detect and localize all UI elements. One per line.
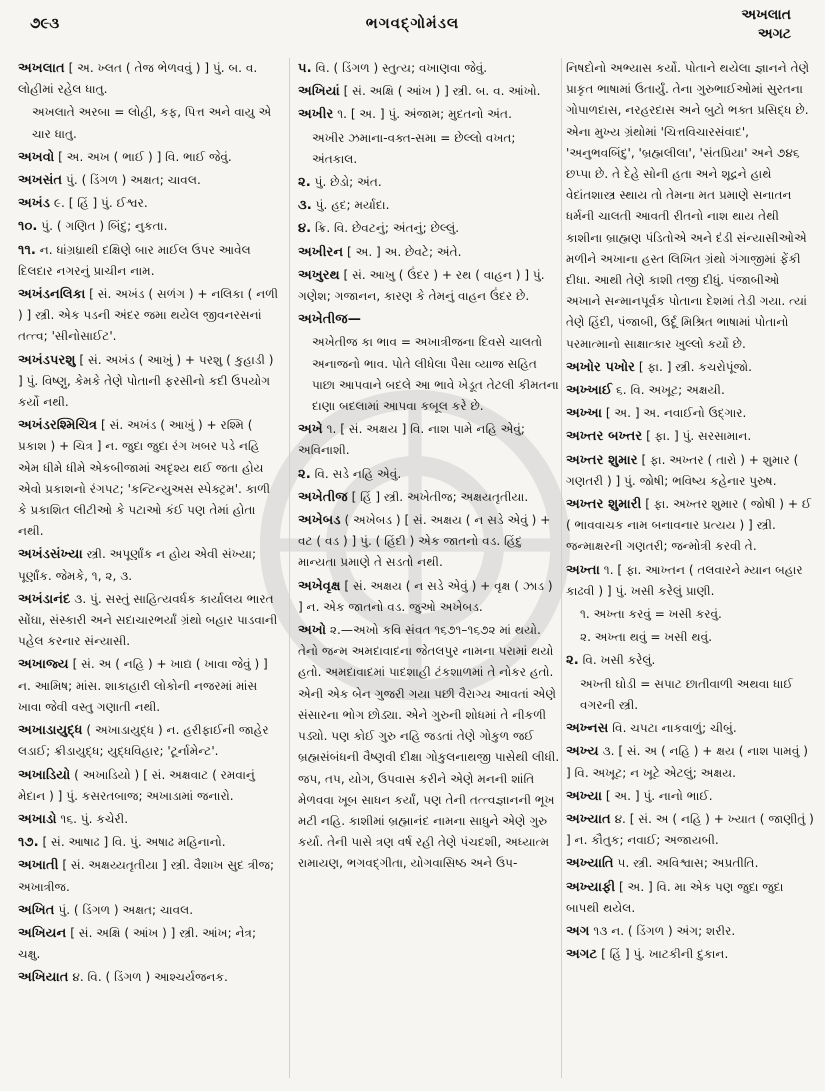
entry-definition: ( અખેબડ ) [ સં. અક્ષય ( ન સડે એવું ) + વટ ( વડ ) ] પું. ( હિંદી ) એક જાતનો વડ. હિંદુ માન્યતા પ્રમાણે તે સડતો નથી. (298, 513, 551, 570)
entry-definition: ( અખાડાયુદ્ધ ) ન. હરીફાઈની જાહેર લડાઈ; ક્રીડાયુદ્ધ; યુદ્ધવિહાર; 'ટૂર્નામેન્ટ'. (18, 723, 269, 759)
dictionary-entry (18, 102, 280, 144)
entry-definition: વિ. સડે નહિ એવું. (314, 466, 402, 481)
entry-definition: [ હિં ] પું. ખાટકીની દુકાન. (601, 947, 729, 962)
entry-definition: [ સં. આષાઢ ] વિ. પું. અષાઢ મહિનાનો. (42, 835, 226, 850)
entry-headword: અખંડસંખ્યા (18, 547, 83, 563)
dictionary-entry (18, 58, 280, 100)
entry-definition: ૧. [ ફા. આખ્તન ( તલવારને મ્યાન બહાર કાઢવી ) ] પું. ખસી કરેલું પ્રાણી. (566, 562, 803, 598)
dictionary-entry (566, 741, 814, 783)
entry-headword: અખંડરશ્મિચિત્ર (18, 418, 98, 434)
dictionary-entry (298, 620, 560, 874)
dictionary-entry (298, 576, 560, 618)
entry-definition: [ ફા. ] સ્ત્રી. કચરોપૂંજો. (638, 359, 752, 374)
entry-headword: અખંડ (18, 196, 50, 212)
dictionary-entry (298, 81, 560, 102)
dictionary-entry (298, 265, 560, 307)
entry-headword: અખ્નસ (566, 721, 609, 737)
entry-headword: ૨. (298, 466, 311, 482)
entry-headword: અગટ (566, 947, 598, 963)
dictionary-entry (566, 494, 814, 558)
dictionary-entry (298, 487, 560, 508)
entry-definition: ૬. વિ. અખૂટ; અક્ષયી. (616, 383, 725, 398)
dictionary-entry (298, 218, 560, 239)
entry-headword: અખિત (18, 902, 55, 918)
dictionary-entry (566, 450, 814, 492)
entry-definition: [ અ. ] અ. છેવટે; અંતે. (347, 244, 462, 259)
dictionary-entry (18, 720, 280, 762)
entry-definition: નિષદોનો અભ્યાસ કર્યો. પોતાને થયેલા જ્ઞાનને તેણે પ્રાકૃત ભાષામાં ઉતાર્યું. તેના ગુરુભાઈઓમાં સુરતના ગોપાળદાસ, નરહરદાસ અને બુટો ભક્ત પ્રસિદ્ધ છે. એના મુખ્ય ગ્રંથોમાં 'ચિત્તવિચારસંવાદ', 'અનુભવબિંદુ', 'બ્રહ્મલીલા', 'સંતપ્રિયા' અને ૭૪૬ છપ્પા છે. તે દેહે સોની હતા અને શૂદ્રને હાથે વેદાંતશાસ્ત્ર સ્થાય તો તેમના મત પ્રમાણે સનાતન ધર્મની ચાલતી આવતી રીતનો નાશ થાય તેથી કાશીના બ્રાહ્મણ પંડિતોએ અને દંડી સંન્યાસીઓએ મળીને અખાના હસ્ત લિખિત ગ્રંથો ગંગાજીમાં ફેંકી દીધા. આથી તેણે કાશી તજી દીધું. પંજાબીઓ અખાને સન્માનપૂર્વક પોતાના દેશમાં તેડી ગયા. ત્યાં તેણે હિંદી, પંજાબી, ઉર્દૂ મિશ્રિત ભાષામાં પોતાનો પરમાત્માનો સાક્ષાત્કાર ખુલ્લો કર્યો છે. (566, 61, 810, 351)
entry-definition: અખલાતે અરબા = લોહી, કફ, પિત્ત અને વાયુ એ ચાર ધાતુ. (32, 105, 272, 141)
entry-headword: અખ્તર શુમારી (566, 497, 642, 513)
entry-definition: ૧૩ ન. ( ડિંગળ ) અંગ; શરીર. (593, 923, 736, 938)
entry-definition: [ અ. ખ્લત ( તેજ ભેળવવું ) ] પું. બ. વ. લોહીમાં રહેલ ધાતુ. (18, 61, 258, 97)
entry-definition: [ સં. અક્ષય ( ન સડે એવું ) + વૃક્ષ ( ઝાડ ) ] ન. એક જાતનો વડ. જુઓ અખેબડ. (298, 578, 553, 614)
entry-headword: અખાડાયુદ્ધ (18, 723, 83, 739)
entry-headword: અખાડિયો (18, 767, 71, 783)
entry-headword: અખેબડ (298, 513, 341, 529)
entry-definition: ૨. અખ્તા થવું = ખસી થવું. (580, 630, 713, 645)
entry-definition: ૨.—અખો કવિ સંવત ૧૬૭૧–૧૬૭૨ માં થયો. તેનો જન્મ અમદાવાદના જેતલપુર નામના પરામાં થયો હતો. અમદાવાદમાં પાદશાહી ટંકશાળમાં તે નોકર હતો. એની એક બેન ગુજરી ગયા પછી વૈરાગ્ય આવતાં એણે સંસારના ભોગ છોડ્યા. એને ગુરુની શોધમાં તે નીકળી પડ્યો. પણ કોઈ ગુરુ નહિ જડતાં તેણે ગોકુળ જઈ બ્રહ્મસંબંધની વૈષ્ણવી દીક્ષા ગોકુલનાથજી પાસેથી લીધી. જપ, તપ, યોગ, ઉપવાસ કરીને એણે મનની શાંતિ મેળવવા ખૂબ સાધન કર્યાં, પણ તેની તત્ત્વજ્ઞાનની ભૂખ મટી નહિ. કાશીમાં બ્રહ્માનંદ નામના સાધુને એણે ગુરુ કર્યા. તેની પાસે ત્રણ વર્ષ રહી તેણે પંચદશી, અધ્યાત્મ રામાયણ, ભગવદ્ગીતા, યોગવાસિષ્ઠ અને ઉપ- (298, 623, 560, 871)
dictionary-entry (566, 718, 814, 739)
dictionary-entry (566, 674, 814, 716)
entry-definition: ૫. સ્ત્રી. અવિશ્વાસ; અપ્રતીતિ. (617, 856, 759, 871)
dictionary-entry (18, 216, 280, 237)
page-title: ભગવદ્ગોમંડલ (365, 14, 460, 32)
entry-headword: અખીરન (298, 244, 344, 260)
entry-definition: અખ્તી ઘોડી = સપાટ છાતીવાળી અથવા ધાઈ વગરની સ્ત્રી. (580, 676, 793, 712)
entry-headword: અખાતી (18, 858, 59, 874)
entry-headword: અખીર (298, 107, 334, 123)
dictionary-entry (298, 104, 560, 125)
dictionary-entry (18, 240, 280, 282)
entry-headword: અખંડપરશુ (18, 352, 76, 368)
entry-headword: અખવો (18, 149, 55, 165)
dictionary-entry (566, 650, 814, 671)
column-1 (18, 58, 280, 1083)
dictionary-entry (566, 380, 814, 401)
entry-headword: અખો (298, 623, 327, 639)
entry-definition: [ સં. અખંડ ( આખું ) + પરશુ ( કુહાડી ) ] પું. વિષ્ણુ, કેમકે તેણે પોતાની ફરસીનો કદી ઉપયોગ કર્યો નથી. (18, 352, 274, 410)
dictionary-entry (18, 170, 280, 191)
dictionary-entry (298, 172, 560, 193)
entry-headword: અખલાત (18, 61, 65, 76)
column-3 (566, 58, 814, 1083)
entry-definition: ( અખાડિયો ) [ સં. અક્ષવાટ ( રમવાનું મેદાન ) ] પું. કસરતબાજ; અખાડામાં જનારો. (18, 767, 255, 803)
dictionary-entry (566, 560, 814, 602)
entry-headword: અખેતીજ (298, 489, 348, 505)
dictionary-entry (298, 242, 560, 263)
dictionary-entry (566, 426, 814, 447)
dictionary-entry (298, 419, 560, 461)
entry-definition: ન. ધાંગ્રધ્રાથી દક્ષિણે બાર માઈલ ઉપર આવેલ દિલદાર નગરનું પ્રાચીન નામ. (18, 242, 251, 278)
entry-headword: અખ્તર બખ્તર (566, 429, 643, 445)
dictionary-entry (566, 853, 814, 874)
dictionary-entry (18, 765, 280, 807)
entry-definition: ૧. [ સં. અક્ષય ] વિ. નાશ પામે નહિ એવું; અવિનાશી. (298, 422, 525, 458)
entry-headword: અખ્તા (566, 562, 600, 578)
entry-headword: અખે (298, 422, 323, 438)
dictionary-entry (18, 350, 280, 414)
dictionary-entry (298, 464, 560, 485)
guide-word-first: અખલાત (741, 7, 791, 23)
entry-definition: ૧૬. પું. કચેરી. (60, 811, 129, 826)
page-header (0, 0, 825, 46)
dictionary-entry (566, 357, 814, 378)
entry-definition: ૩. પું. સસ્તું સાહિત્યવર્ધક કાર્યાલય ભારત સોંઘા, સંસ્કારી અને સદાચારભર્યાં ગ્રંથો બહાર પાડવાની પહેલ કરનાર સંન્યાસી. (18, 591, 278, 649)
entry-definition: [ અ. ] પું. નાનો ભાઈ. (605, 788, 713, 803)
entry-definition: [ ફા. અખ્તર ( તારો ) + શુમાર ( ગણતરી ) ] પું. જોષી; ભવિષ્ય કહેનાર પુરુષ. (566, 452, 799, 488)
dictionary-entry (18, 415, 280, 542)
entry-headword: ૨. (566, 653, 579, 669)
entry-headword: અખ્યા (566, 788, 602, 804)
entry-headword: ૩. (298, 198, 312, 214)
entry-headword: અગ (566, 923, 590, 939)
entry-definition: [ હિં ] સ્ત્રી. અખેતીજ; અક્ષયતૃતીયા. (351, 489, 529, 504)
entry-headword: ૧૭. (18, 835, 39, 851)
dictionary-entry (18, 855, 280, 897)
entry-definition: અખીર ઝમાના-વક્ત-સમા = છેલ્લો વખત; અંતકાલ. (312, 130, 516, 166)
entry-headword: અખિયાત (18, 970, 69, 986)
entry-definition: ૧. અખ્તા કરવું = ખસી કરવું. (580, 607, 722, 622)
entry-definition: [ સં. અખંડ ( સળંગ ) + નલિકા ( નળી ) ] સ્ત્રી. એક પડની અંદર જમા થયેલ જીવનરસનાં તત્ત્વ; 'સીનોસાઈટ'. (18, 287, 279, 344)
entry-definition: ૪. વિ. ( ડિંગળ ) આશ્ચર્યજનક. (72, 970, 228, 985)
dictionary-entry (18, 284, 280, 348)
entry-headword: અખ્યાત (566, 811, 611, 827)
entry-definition: [ સં. અક્ષિ ( આંખ ) ] સ્ત્રી. આંખ; નેત્ર; ચક્ષુ. (18, 925, 257, 962)
entry-headword: અખ્તર શુમાર (566, 452, 638, 468)
dictionary-entry (18, 589, 280, 653)
entry-definition: પું. હદ; મર્યાદા. (315, 198, 390, 213)
entry-definition: અખેતીજ કા ભાવ = અખાત્રીજના દિવસે ચાલતો અનાજનો ભાવ. પોતે લીધેલા પૈસા વ્યાજ સહિત પાછા આપવાને બદલે આ ભાવે ખેડૂત તેટલી કીમતના દાણા બદલામાં આપવા કબૂલ કરે છે. (312, 335, 559, 414)
entry-definition: સ્ત્રી. અપૂર્ણાંક ન હોય એવી સંખ્યા; પૂર્ણાંક. જેમકે, ૧, ૨, ૩. (18, 547, 257, 583)
guide-words (741, 6, 791, 44)
entry-definition: વિ. ( ડિંગળ ) સ્તુત્ય; વખાણવા જેવું. (315, 61, 488, 75)
entry-headword: અખેતીજ— (298, 312, 361, 328)
entry-headword: અખ્યાતિ (566, 856, 614, 872)
entry-headword: અખિયાં (298, 84, 340, 100)
dictionary-entry (566, 604, 814, 625)
entry-headword: અખિયન (18, 925, 67, 941)
entry-headword: અખંડનલિકા (18, 287, 86, 303)
entry-definition: ૯. [ હિં ] પું. ઈશ્વર. (53, 196, 148, 211)
entry-headword: અખાજ્ય (18, 657, 69, 673)
entry-definition: પું. ( ડિંગળ ) અક્ષત; ચાવલ. (66, 173, 201, 188)
entry-headword: અખંડાનંદ (18, 591, 71, 607)
entry-headword: અખ્ય (566, 744, 599, 760)
entry-definition: [ સં. અક્ષય્યતૃતીયા ] સ્ત્રી. વૈશાખ સુદ ત્રીજ; અખાત્રીજ. (18, 858, 275, 894)
guide-word-last: અગટ (757, 26, 791, 42)
entry-definition: [ સં. આખુ ( ઉંદર ) + રથ ( વાહન ) ] પું. ગણેશ; ગજાનન, કારણ કે તેમનું વાહન ઉંદર છે. (298, 267, 545, 304)
entry-definition: પું. છેડો; અંત. (314, 175, 382, 190)
entry-headword: ૫. (298, 61, 312, 76)
entry-headword: ૨. (298, 175, 311, 191)
entry-headword: ૧૦. (18, 219, 38, 235)
entry-definition: ૧. [ અ. ] પું. અંજામ; મુદતનો અંત. (337, 107, 512, 122)
dictionary-entry (566, 786, 814, 807)
entry-definition: [ ફા. ] પું. સરસામાન. (646, 429, 752, 444)
entry-headword: અખ્ખાઈ (566, 383, 613, 399)
entry-definition: [ સં. અખંડ ( આખું ) + રશ્મિ ( પ્રકાશ ) + ચિત્ર ] ન. જુદા જુદા રંગ ખબર પડે નહિ એમ ધીમે ધીમે એકબીજામાં અદૃશ્ય થઈ જતા હોય એવો પ્રકાશનો રંગપટ; 'કન્ટિન્યુઅસ સ્પેક્ટ્રમ'. કાળી કે પ્રકાશિત લીટીઓ કે પટાઓ કંઈ પણ તેમાં હોતા નથી. (18, 418, 271, 539)
dictionary-entry (298, 510, 560, 574)
dictionary-entry (18, 809, 280, 830)
entry-definition: [ અ. ] વિ. મા એક પણ જુદા જુદા બાપથી થયેલ. (566, 879, 784, 915)
entry-headword: ૧૧. (18, 242, 36, 258)
dictionary-entry (566, 944, 814, 965)
column-2 (298, 58, 560, 1083)
entry-headword: અખોર પખોર (566, 359, 635, 375)
entry-definition: વિ. ખસી કરેલું. (582, 653, 656, 668)
column-divider (289, 58, 290, 1078)
dictionary-entry (298, 58, 560, 79)
dictionary-entry (18, 923, 280, 965)
entry-definition: [ અ. અખ ( ભાઈ ) ] વિ. ભાઈ જેવું. (58, 149, 232, 164)
entry-definition: [ અ. ] અ. નવાઈનો ઉદ્ગાર. (605, 406, 747, 421)
entry-definition: [ સં. અક્ષિ ( આંખ ) ] સ્ત્રી. બ. વ. આંખો. (343, 84, 541, 99)
entry-definition: પું. ( ડિંગળ ) અક્ષત; ચાવલ. (58, 902, 194, 917)
entry-headword: અખસંત (18, 173, 63, 189)
dictionary-entry (18, 193, 280, 214)
dictionary-entry (18, 967, 280, 988)
dictionary-entry (566, 877, 814, 919)
entry-headword: અખાડો (18, 811, 57, 827)
dictionary-entry (298, 332, 560, 417)
entry-headword: અખુરથ (298, 267, 340, 283)
dictionary-entry (18, 654, 280, 718)
column-divider (561, 58, 562, 1078)
dictionary-entry (566, 809, 814, 851)
dictionary-entry (18, 900, 280, 921)
dictionary-entry (18, 544, 280, 586)
page-number: ૭૯૩ (30, 14, 60, 32)
entry-definition: ૪. [ સં. અ ( નહિ ) + ખ્યાત ( જાણીતું ) ] ન. કૌતુક; નવાઈ; અજાયબી. (566, 811, 814, 848)
dictionary-entry (298, 128, 560, 170)
dictionary-entry (18, 832, 280, 853)
entry-definition: [ સં. અ ( નહિ ) + ખાદ્ય ( ખાવા જેવું ) ] ન. આમિષ; માંસ. શાકાહારી લોકોની નજરમાં માંસ ખાવા જેવી વસ્તુ ગણાતી નથી. (18, 657, 268, 714)
dictionary-entry (18, 147, 280, 168)
entry-definition: ૩. [ સં. અ ( નહિ ) + ક્ષય ( નાશ પામવું ) ] વિ. અખૂટ; ન ખૂટે એટલું; અક્ષય. (566, 744, 808, 780)
entry-headword: અખ્ખા (566, 406, 602, 422)
dictionary-entry (298, 195, 560, 216)
entry-headword: અખેવૃક્ષ (298, 578, 341, 594)
dictionary-entry (566, 403, 814, 424)
entry-definition: ક્રિ. વિ. છેવટનું; અંતનું; છેલ્લું. (315, 221, 460, 236)
dictionary-entry (566, 921, 814, 942)
entry-headword: ૪. (298, 221, 312, 237)
entry-definition: પું. ( ગણિત ) બિંદુ; નુકતા. (41, 219, 168, 234)
dictionary-entry (566, 58, 814, 355)
dictionary-entry (298, 309, 560, 330)
entry-headword: અખ્યાફી (566, 879, 616, 895)
entry-definition: વિ. ચપટા નાકવાળું; ચીબું. (612, 721, 737, 736)
dictionary-entry (566, 627, 814, 648)
entry-definition: [ ફા. અખ્તર શુમાર ( જોષી ) + ઈ ( ભાવવાચક નામ બનાવનાર પ્રત્યય ) ] સ્ત્રી. જન્માક્ષરની ગણતરી; જન્મોત્રી કરવી તે. (566, 497, 812, 554)
